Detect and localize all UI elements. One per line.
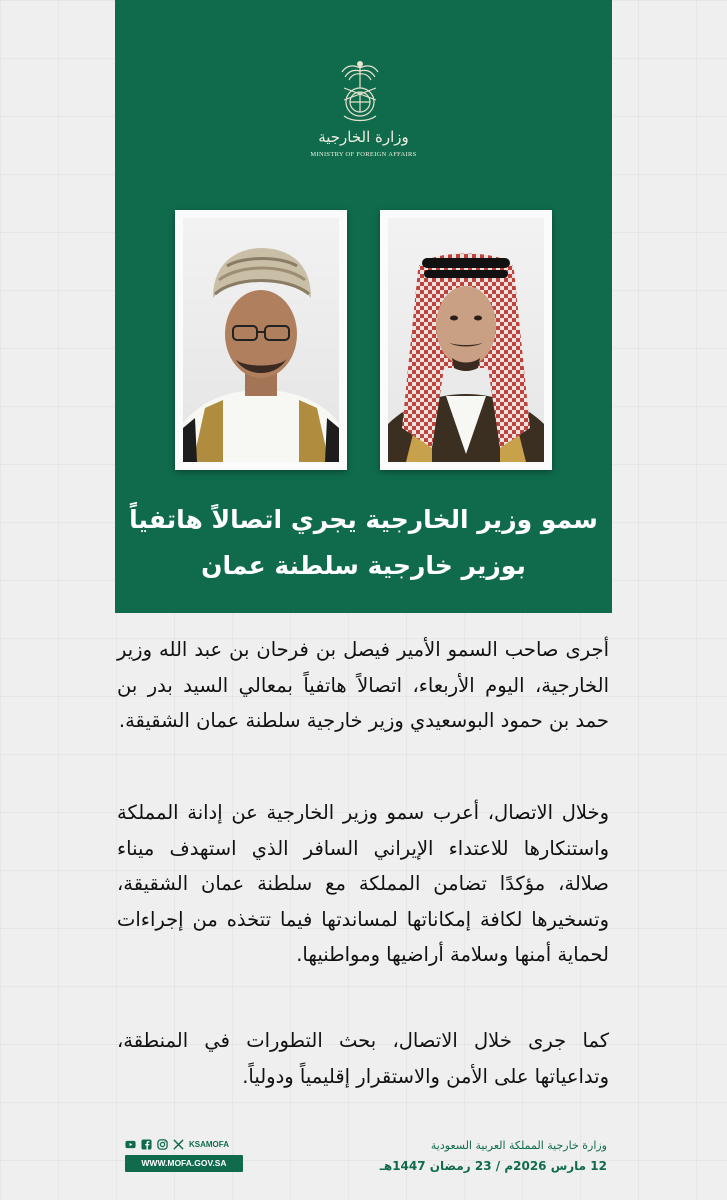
footer-info [380, 1136, 607, 1176]
palm-swords-emblem-icon [330, 58, 390, 126]
social-icons-row [125, 1135, 245, 1153]
footer-date: 12 مارس 2026م / 23 رمضان 1447هـ [379, 1159, 607, 1173]
portrait-saudi-minister-image [388, 218, 544, 462]
body-paragraph-1: أجرى صاحب السمو الأمير فيصل بن فرحان بن عبد الله وزير الخارجية، اليوم الأربعاء، اتصالاً هاتفياً بمعالي السيد بدر بن حمد بن حمود البوسعيدي وزير خارجية سلطنة عمان الشقيقة. [117, 638, 609, 732]
body-paragraph-3: كما جرى خلال الاتصال، بحث التطورات في المنطقة، وتداعياتها على الأمن والاستقرار إقليمياً ودولياً. [117, 1029, 609, 1088]
footer-org-name: وزارة خارجية المملكة العربية السعودية [430, 1139, 607, 1152]
facebook-icon[interactable] [141, 1139, 152, 1150]
photo-oman-minister [175, 210, 347, 470]
footer-social-links [125, 1135, 245, 1172]
x-icon[interactable] [173, 1139, 184, 1150]
youtube-icon[interactable] [125, 1139, 136, 1150]
header-banner [115, 0, 612, 613]
photo-saudi-minister [380, 210, 552, 470]
instagram-icon[interactable] [157, 1139, 168, 1150]
body-paragraph-2: وخلال الاتصال، أعرب سمو وزير الخارجية عن إدانة المملكة واستنكارها للاعتداء الإيراني السافر الذي استهدف ميناء صلالة، مؤكدًا تضامن المملكة مع سلطنة عمان الشقيقة، وتسخيرها لكافة إمكاناتها لمساندتها فيما تتخذه من إجراءات لحماية أمنها وسلامة أراضيها ومواطنيها. [117, 801, 609, 966]
ministry-name-english: MINISTRY OF FOREIGN AFFAIRS [310, 151, 417, 158]
headline-line-2: بوزير خارجية سلطنة عمان [201, 551, 526, 580]
portrait-oman-minister-image [183, 218, 339, 462]
ministry-name-arabic: وزارة الخارجية [318, 128, 409, 146]
headline-line-1: سمو وزير الخارجية يجري اتصالاً هاتفياً [129, 505, 598, 534]
website-url[interactable]: WWW.MOFA.GOV.SA [125, 1155, 243, 1172]
social-handle[interactable]: KSAMOFA [189, 1139, 229, 1149]
